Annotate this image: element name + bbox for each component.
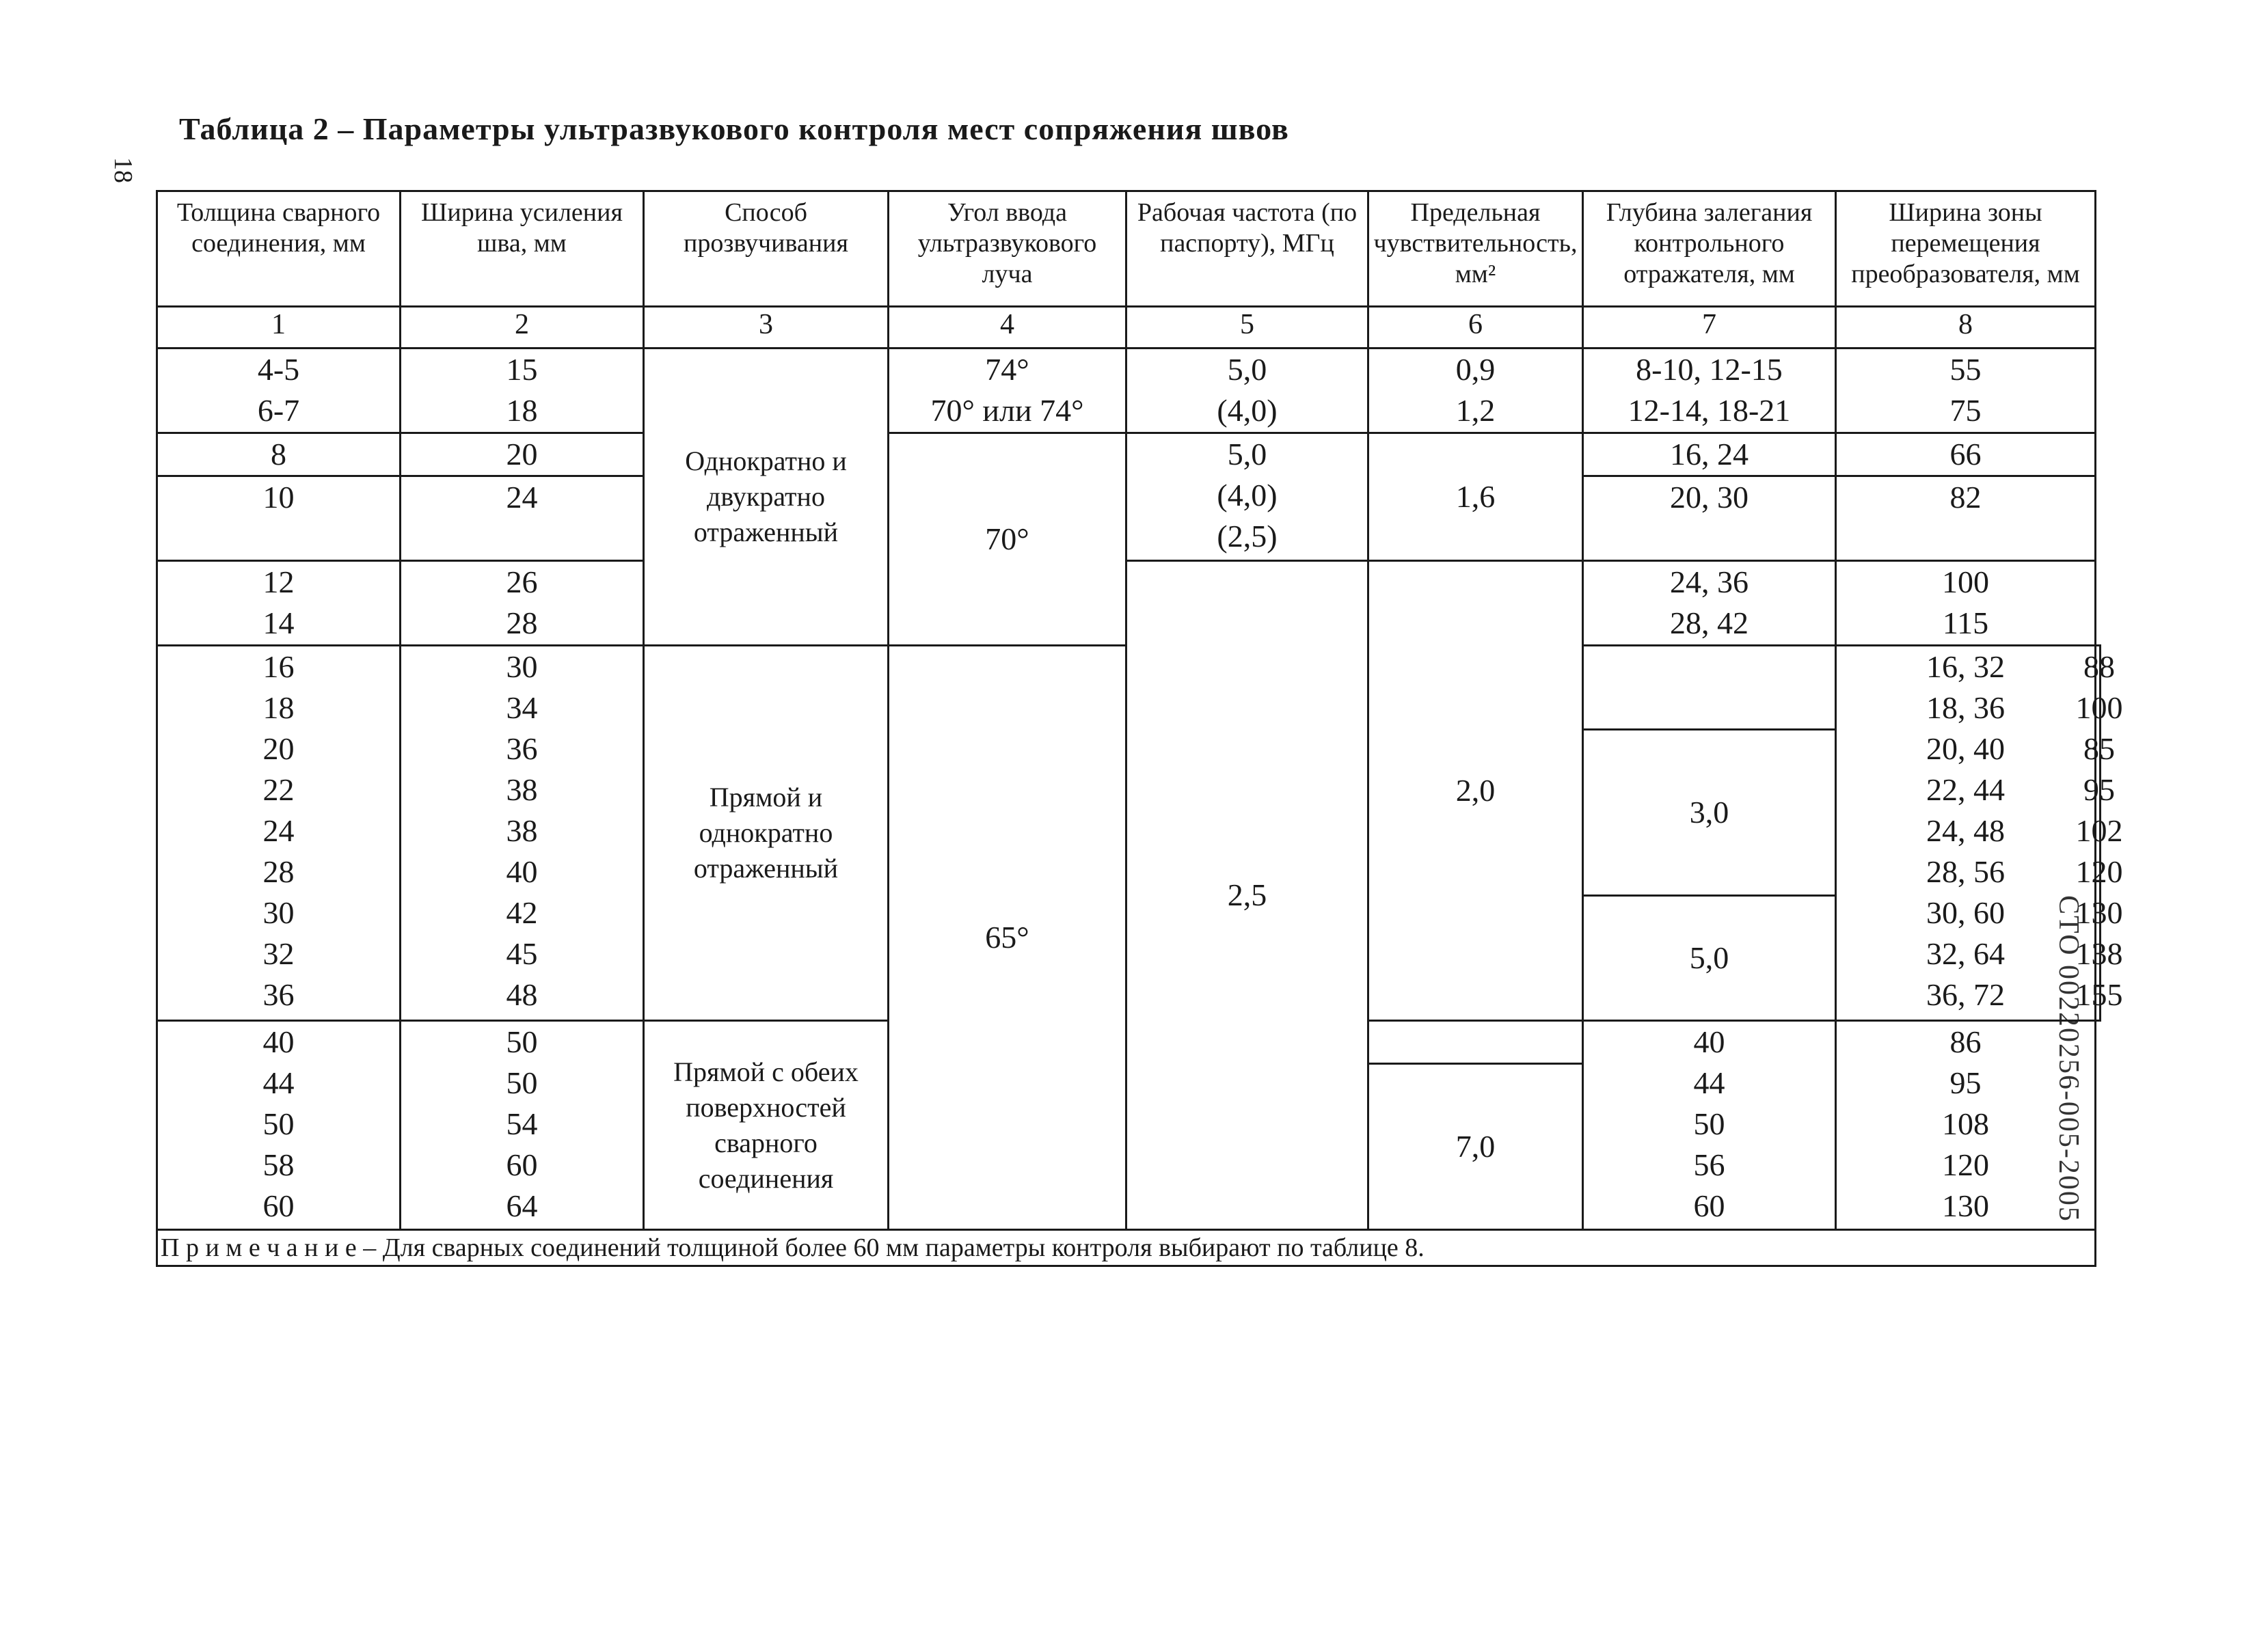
cell-value: 20, 30 [1670,480,1749,515]
cell-value: 38 [506,813,538,848]
cell-value: 95 [1949,1065,1982,1100]
cell-value: 6-7 [257,393,300,428]
cell-value: 22, 44 [1926,772,2005,807]
zone-cell [1836,349,2096,433]
width-cell [401,646,644,1021]
zone-cell [1836,1021,2096,1230]
cell-value: 95 [2083,772,2115,807]
cell-value: 22 [262,772,295,807]
cell-value: 8-10, 12-15 [1636,352,1783,387]
sensitivity-stack [1368,1021,1583,1230]
column-number: 4 [889,307,1126,349]
table-title: Таблица 2 – Параметры ультразвукового контроля мест сопряжения швов [179,111,1289,146]
zone-cell [1836,561,2096,646]
width-cell [401,476,644,561]
cell-value: 40 [1693,1024,1725,1059]
cell-value: 130 [2075,895,2123,930]
sensitivity-value: 3,0 [1689,795,1729,830]
cell-value: 15 [506,352,538,387]
cell-value: 20 [262,731,295,766]
cell-value: 50 [1693,1106,1725,1141]
width-cell [401,561,644,646]
angle-cell: 65° [889,646,1126,1230]
cell-value: 44 [1693,1065,1725,1100]
sensitivity-cell [1368,349,1583,433]
cell-value: 50 [506,1065,538,1100]
table-row [157,349,2101,433]
cell-value: 60 [506,1147,538,1182]
cell-value: 54 [506,1106,538,1141]
cell-value: 16 [262,649,295,684]
parameters-table [156,190,2123,1267]
method-cell: Прямой с обеих поверхностей сварного соединения [644,1021,889,1230]
depth-cell [1836,646,2096,1021]
cell-value: 20, 40 [1926,731,2005,766]
cell-value: 75 [1949,393,1982,428]
cell-value: 24, 36 [1670,564,1749,599]
note-row [157,1230,2101,1266]
width-cell [401,1021,644,1230]
cell-value: 28, 42 [1670,605,1749,640]
cell-value: 32, 64 [1926,936,2005,971]
cell-value: 4-5 [257,352,300,387]
sensitivity-value: 1,2 [1455,393,1496,428]
frequency-value: 5,0 [1227,352,1267,387]
column-number: 6 [1368,307,1583,349]
cell-value: 30 [506,649,538,684]
cell-value: 14 [262,605,295,640]
cell-value: 108 [1942,1106,1989,1141]
cell-value: 82 [1949,480,1982,515]
header-angle: Угол ввода ультразвукового луча [889,191,1126,307]
method-cell: Прямой и однократно отраженный [644,646,889,1021]
method-cell: Однократно и двукратно отраженный [644,349,889,646]
cell-value: 115 [1942,605,1989,640]
cell-value: 12-14, 18-21 [1628,393,1791,428]
page-number: 18 [109,157,137,183]
cell-value: 24 [506,480,538,515]
frequency-value: (2,5) [1217,519,1278,554]
angle-cell: 70° [889,433,1126,646]
cell-value: 20 [506,437,538,472]
sensitivity-value: 0,9 [1455,352,1496,387]
cell-value: 56 [1693,1147,1725,1182]
thickness-cell [157,1021,401,1230]
cell-value: 120 [1942,1147,1989,1182]
depth-cell [1583,476,1836,561]
cell-value: 28, 56 [1926,854,2005,889]
cell-value: 155 [2075,977,2123,1012]
cell-value: 55 [1949,352,1982,387]
zone-cell [2075,646,2123,1021]
depth-cell [1583,561,1836,646]
cell-value: 16, 32 [1926,649,2005,684]
column-number-row [157,307,2101,349]
angle-value: 70° или 74° [930,393,1084,428]
depth-cell [1583,1021,1836,1230]
cell-value: 42 [506,895,538,930]
depth-cell [1583,433,1836,476]
sensitivity-cell: 1,6 [1368,433,1583,561]
cell-value: 45 [506,936,538,971]
cell-value: 50 [506,1024,538,1059]
cell-value: 120 [2075,854,2123,889]
cell-value: 8 [271,437,286,472]
cell-value: 18, 36 [1926,690,2005,725]
cell-value: 138 [2075,936,2123,971]
cell-value: 24, 48 [1926,813,2005,848]
cell-value: 32 [262,936,295,971]
column-number: 3 [644,307,889,349]
header-sensitivity: Предельная чувствительность, мм² [1368,191,1583,307]
header-width: Ширина усиления шва, мм [401,191,644,307]
cell-value: 40 [506,854,538,889]
width-cell [401,433,644,476]
cell-value: 102 [2075,813,2123,848]
cell-value: 60 [1693,1188,1725,1223]
angle-value: 74° [985,352,1029,387]
frequency-cell [1126,433,1368,561]
cell-value: 10 [262,480,295,515]
sensitivity-stack [1583,646,1836,1021]
cell-value: 30, 60 [1926,895,2005,930]
cell-value: 50 [262,1106,295,1141]
frequency-value: (4,0) [1217,478,1278,513]
cell-value: 100 [1942,564,1989,599]
cell-value: 28 [262,854,295,889]
cell-value: 36 [262,977,295,1012]
cell-value: 12 [262,564,295,599]
cell-value: 44 [262,1065,295,1100]
cell-value: 36 [506,731,538,766]
cell-value: 38 [506,772,538,807]
cell-value: 85 [2083,731,2115,766]
zone-cell [1836,433,2096,476]
cell-value: 24 [262,813,295,848]
cell-value: 100 [2075,690,2123,725]
zone-cell [1836,476,2096,561]
thickness-cell [157,476,401,561]
cell-value: 36, 72 [1926,977,2005,1012]
header-frequency: Рабочая частота (по паспорту), МГц [1126,191,1368,307]
cell-value: 40 [262,1024,295,1059]
frequency-value: (4,0) [1217,393,1278,428]
cell-value: 26 [506,564,538,599]
sensitivity-cell: 2,0 [1368,561,1583,1021]
table-row [157,433,2101,476]
cell-value: 58 [262,1147,295,1182]
column-number: 8 [1836,307,2096,349]
cell-value: 18 [262,690,295,725]
frequency-value: 5,0 [1227,437,1267,472]
thickness-cell [157,561,401,646]
frequency-cell [1126,349,1368,433]
header-row [157,191,2101,307]
cell-value: 30 [262,895,295,930]
column-number: 2 [401,307,644,349]
table-note: П р и м е ч а н и е – Для сварных соединений толщиной более 60 мм параметры контроля выбирают по таблице 8. [157,1230,2096,1266]
thickness-cell [157,646,401,1021]
table-row [157,561,2101,646]
cell-value: 66 [1949,437,1982,472]
document-code: СТО 00220256-005-2005 [2053,895,2084,1223]
angle-cell [889,349,1126,433]
thickness-cell [157,349,401,433]
column-number: 1 [157,307,401,349]
sensitivity-value: 7,0 [1455,1129,1496,1164]
cell-value: 60 [262,1188,295,1223]
cell-value: 86 [1949,1024,1982,1059]
depth-cell [1583,349,1836,433]
cell-value: 48 [506,977,538,1012]
cell-value: 18 [506,393,538,428]
cell-value: 64 [506,1188,538,1223]
header-method: Способ прозвучивания [644,191,889,307]
cell-value: 16, 24 [1670,437,1749,472]
frequency-cell: 2,5 [1126,561,1368,1230]
sensitivity-value: 5,0 [1689,940,1729,975]
cell-value: 28 [506,605,538,640]
cell-value: 88 [2083,649,2115,684]
header-depth: Глубина залегания контрольного отражателя, мм [1583,191,1836,307]
cell-value: 130 [1942,1188,1989,1223]
width-cell [401,349,644,433]
header-zone: Ширина зоны перемещения преобразователя, мм [1836,191,2096,307]
column-number: 5 [1126,307,1368,349]
thickness-cell [157,433,401,476]
cell-value: 34 [506,690,538,725]
header-thickness: Толщина сварного соединения, мм [157,191,401,307]
column-number: 7 [1583,307,1836,349]
